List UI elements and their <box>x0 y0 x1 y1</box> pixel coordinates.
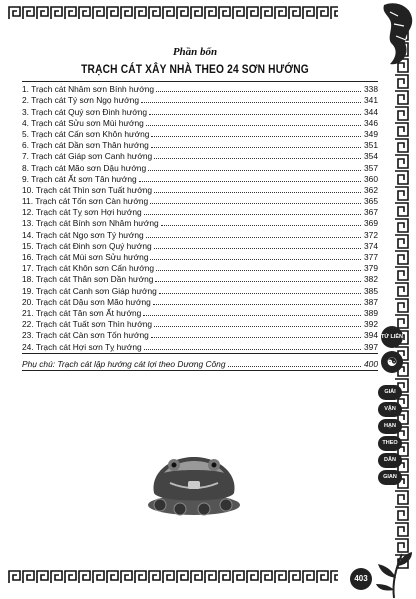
dot-leader <box>228 366 362 367</box>
note-page: 400 <box>364 358 378 369</box>
toc-entry-title: 4. Trạch cát Sửu sơn Mùi hướng <box>22 117 144 128</box>
toc-entry-page: 338 <box>364 84 378 95</box>
toc-entry[interactable] <box>22 195 378 206</box>
toc-entry-title: 16. Trạch cát Mùi sơn Sửu hướng <box>22 252 149 262</box>
dot-leader <box>144 349 361 350</box>
toc-entry-page: 351 <box>364 140 378 151</box>
toc-entry-title: 17. Trạch cát Khôn sơn Cấn hướng <box>22 263 155 274</box>
dot-leader <box>153 304 361 305</box>
toc-entry-title: 1. Trạch cát Nhâm sơn Bính hướng <box>22 84 155 95</box>
bamboo-ornament-icon <box>374 534 414 599</box>
side-tabs <box>378 385 404 487</box>
side-tab-gian: GIAN <box>378 470 402 485</box>
series-badge: TỨ LIỄN <box>381 326 403 348</box>
toc-entry[interactable] <box>22 83 378 94</box>
toc-entry-page: 369 <box>364 218 378 229</box>
toc-entry-title: 20. Trạch cát Dậu sơn Mão hướng <box>22 296 151 307</box>
side-tab-hạn: HẠN <box>378 419 402 434</box>
toc-entry-page: 341 <box>364 95 378 106</box>
toc-entry-title: 11. Trạch cát Tốn sơn Càn hướng <box>22 196 149 207</box>
toc-entry-page: 379 <box>364 263 378 274</box>
toc-entry-page: 385 <box>364 285 378 296</box>
toc-entry[interactable] <box>22 161 378 172</box>
toc-entry[interactable] <box>22 117 378 128</box>
top-meander-border <box>8 6 338 20</box>
toc-entry-page: 382 <box>364 274 378 285</box>
page-number: 403 <box>350 568 372 590</box>
toc-entry-title: 12. Trạch cát Tỵ sơn Hợi hướng <box>22 207 142 218</box>
toc-entry[interactable] <box>22 273 378 284</box>
table-of-contents <box>22 80 378 372</box>
toc-entry-title: 7. Trạch cát Giáp sơn Canh hướng <box>22 151 153 162</box>
toc-entry-page: 377 <box>364 252 378 262</box>
toc-entry-title: 13. Trạch cát Bính sơn Nhâm hướng <box>22 218 159 229</box>
toc-entry-title: 14. Trạch cát Ngọ sơn Tý hướng <box>22 229 144 240</box>
toc-entry[interactable] <box>22 318 378 329</box>
toc-entry-title: 2. Trạch cát Tý sơn Ngọ hướng <box>22 95 139 106</box>
dot-leader <box>151 337 361 338</box>
toc-entry-page: 372 <box>364 229 378 240</box>
toc-entry-page: 374 <box>364 240 378 251</box>
page-title: TRẠCH CÁT XÂY NHÀ THEO 24 SƠN HƯỚNG <box>81 62 309 76</box>
dot-leader <box>151 147 361 148</box>
toc-entry-title: 15. Trạch cát Đinh sơn Quý hướng <box>22 240 152 251</box>
dot-leader <box>150 259 361 260</box>
toc-entry-title: 5. Trạch cát Cấn sơn Khôn hướng <box>22 128 150 139</box>
dot-leader <box>154 158 361 159</box>
toc-entry[interactable] <box>22 340 378 351</box>
toc-entry[interactable] <box>22 251 378 262</box>
bottom-meander-border <box>8 570 338 584</box>
dot-leader <box>139 181 361 182</box>
section-label: Phần bốn <box>172 46 218 58</box>
toc-entry[interactable] <box>22 329 378 340</box>
dot-leader <box>148 170 361 171</box>
toc-entry-page: 362 <box>364 184 378 195</box>
dot-leader <box>149 114 361 115</box>
seal-icon: ☯ <box>381 351 403 373</box>
toc-entry-title: 6. Trạch cát Dần sơn Thân hướng <box>22 140 149 151</box>
toc-entry-title: 18. Trạch cát Thân sơn Dần hướng <box>22 274 154 285</box>
toc-entry-title: 23. Trạch cát Càn sơn Tốn hướng <box>22 330 149 341</box>
toc-entry[interactable] <box>22 284 378 295</box>
dot-leader <box>159 293 361 294</box>
toc-entry-page: 354 <box>364 151 378 162</box>
toc-entry[interactable] <box>22 296 378 307</box>
toc-entry[interactable] <box>22 94 378 105</box>
toc-entry-page: 389 <box>364 307 378 318</box>
dot-leader <box>144 214 361 215</box>
dragon-ornament-icon <box>376 0 416 70</box>
dot-leader <box>161 225 361 226</box>
dot-leader <box>154 326 361 327</box>
toc-entry[interactable] <box>22 206 378 217</box>
divider <box>22 353 378 354</box>
toc-entry-page: 397 <box>364 341 378 352</box>
dot-leader <box>146 237 361 238</box>
toc-entry[interactable] <box>22 105 378 116</box>
toc-entry[interactable] <box>22 184 378 195</box>
toc-entry-title: 19. Trạch cát Canh sơn Giáp hướng <box>22 285 157 296</box>
toc-entry[interactable] <box>22 150 378 161</box>
side-tab-vận: VẬN <box>378 402 402 417</box>
toc-entry-page: 344 <box>364 106 378 117</box>
toc-entry-title: 8. Trạch cát Mão sơn Dậu hướng <box>22 162 147 173</box>
toc-entry-page: 346 <box>364 117 378 128</box>
toc-entry-title: 3. Trạch cát Quý sơn Đinh hướng <box>22 106 148 117</box>
dot-leader <box>154 248 361 249</box>
side-tab-giải: GIẢI <box>378 385 402 400</box>
dot-leader <box>150 203 361 204</box>
money-toad-statue-icon <box>140 443 248 518</box>
toc-entry-page: 357 <box>364 162 378 173</box>
toc-entry-page: 392 <box>364 319 378 330</box>
toc-entry-page: 349 <box>364 128 378 139</box>
toc-entry[interactable] <box>22 217 378 228</box>
toc-entry[interactable] <box>22 307 378 318</box>
toc-entry-title: 21. Trạch cát Tân sơn Ất hướng <box>22 307 142 318</box>
toc-entry-page: 360 <box>364 173 378 184</box>
toc-entry-page: 365 <box>364 196 378 207</box>
toc-entry-title: 10. Trạch cát Thìn sơn Tuất hướng <box>22 184 153 195</box>
toc-entry[interactable] <box>22 128 378 139</box>
side-tab-theo: THEO <box>378 436 402 451</box>
toc-entry-page: 367 <box>364 207 378 218</box>
note-row[interactable] <box>22 355 378 369</box>
dot-leader <box>143 315 361 316</box>
dot-leader <box>146 125 361 126</box>
dot-leader <box>141 102 361 103</box>
dot-leader <box>156 91 361 92</box>
divider <box>22 81 378 82</box>
dot-leader <box>155 281 361 282</box>
toc-entry-page: 387 <box>364 296 378 307</box>
toc-entry[interactable] <box>22 228 378 239</box>
toc-entry[interactable] <box>22 240 378 251</box>
dot-leader <box>151 136 361 137</box>
dot-leader <box>154 192 361 193</box>
note-title: Phụ chú: Trạch cát lập hướng cát lợi theo Dương Công <box>22 358 226 369</box>
divider <box>22 370 378 371</box>
toc-entry[interactable] <box>22 139 378 150</box>
toc-entry[interactable] <box>22 173 378 184</box>
dot-leader <box>156 270 361 271</box>
toc-entry-title: 24. Trạch cát Hợi sơn Tỵ hướng <box>22 341 142 352</box>
toc-entry-page: 394 <box>364 330 378 341</box>
toc-entry[interactable] <box>22 262 378 273</box>
toc-entry-title: 9. Trạch cát Ất sơn Tân hướng <box>22 173 137 184</box>
side-tab-dân: DÂN <box>378 453 402 468</box>
toc-entry-title: 22. Trạch cát Tuất sơn Thìn hướng <box>22 319 153 330</box>
